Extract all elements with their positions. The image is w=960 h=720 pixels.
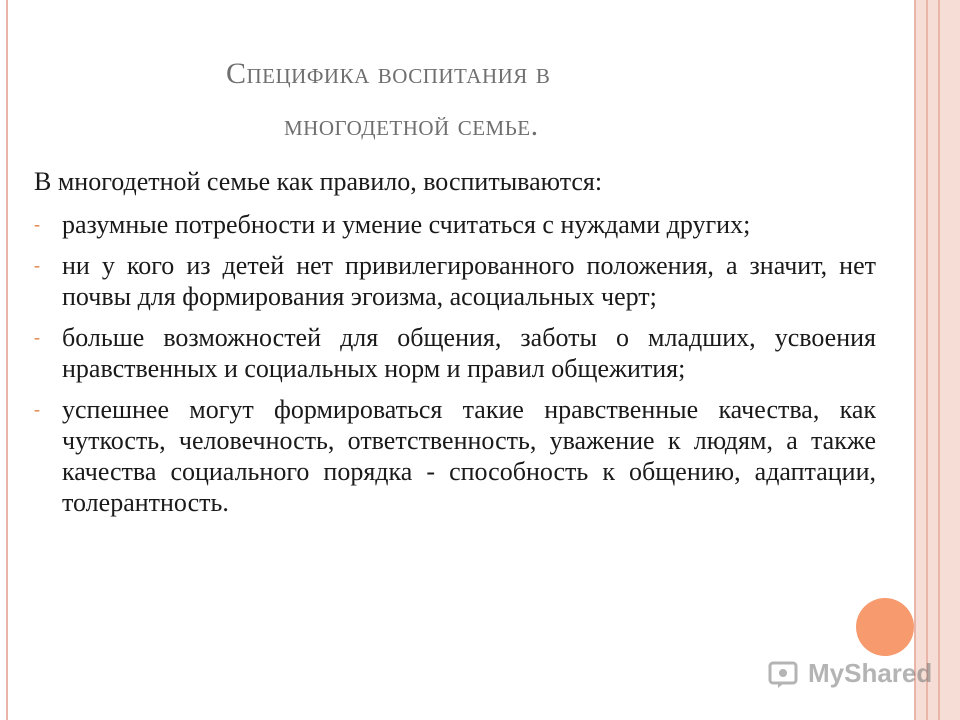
decorative-stripe	[926, 0, 928, 720]
bullet-item	[34, 209, 876, 240]
bullet-list	[34, 209, 876, 518]
bullet-text: больше возможностей для общения, заботы о младших, усвоения нравственных и социальных норм и правил общежития;	[62, 323, 876, 383]
bullet-dash-icon: -	[34, 214, 40, 234]
myshared-watermark[interactable]	[768, 658, 932, 689]
watermark-text: MyShared	[808, 658, 933, 688]
bullet-dash-icon: -	[34, 327, 40, 347]
slide-title-line-2: многодетной семье.	[284, 109, 539, 142]
decorative-circle	[856, 598, 914, 656]
slide-title	[226, 48, 786, 152]
bullet-item	[34, 250, 876, 312]
slide-title-line-1: Специфика воспитания в	[226, 57, 551, 90]
intro-text: В многодетной семье как правило, воспитываются:	[34, 167, 603, 196]
bullet-text: ни у кого из детей нет привилегированного положения, а значит, нет почвы для формирования эгоизма, асоциальных черт;	[62, 251, 876, 311]
bullet-dash-icon: -	[34, 399, 40, 419]
bullet-text: разумные потребности и умение считаться с нуждами других;	[62, 210, 751, 239]
decorative-stripe	[938, 0, 940, 720]
right-decorative-band	[916, 0, 960, 720]
bullet-dash-icon: -	[34, 255, 40, 275]
slide-body	[34, 166, 876, 528]
myshared-logo-icon	[768, 659, 802, 689]
bullet-item	[34, 322, 876, 384]
bullet-item	[34, 394, 876, 518]
bullet-text: успешнее могут формироваться такие нравственные качества, как чуткость, человечность, ответственность, уважение к людям, а также качества социального порядка - способность к общению, адаптации, толерантность.	[62, 395, 876, 517]
